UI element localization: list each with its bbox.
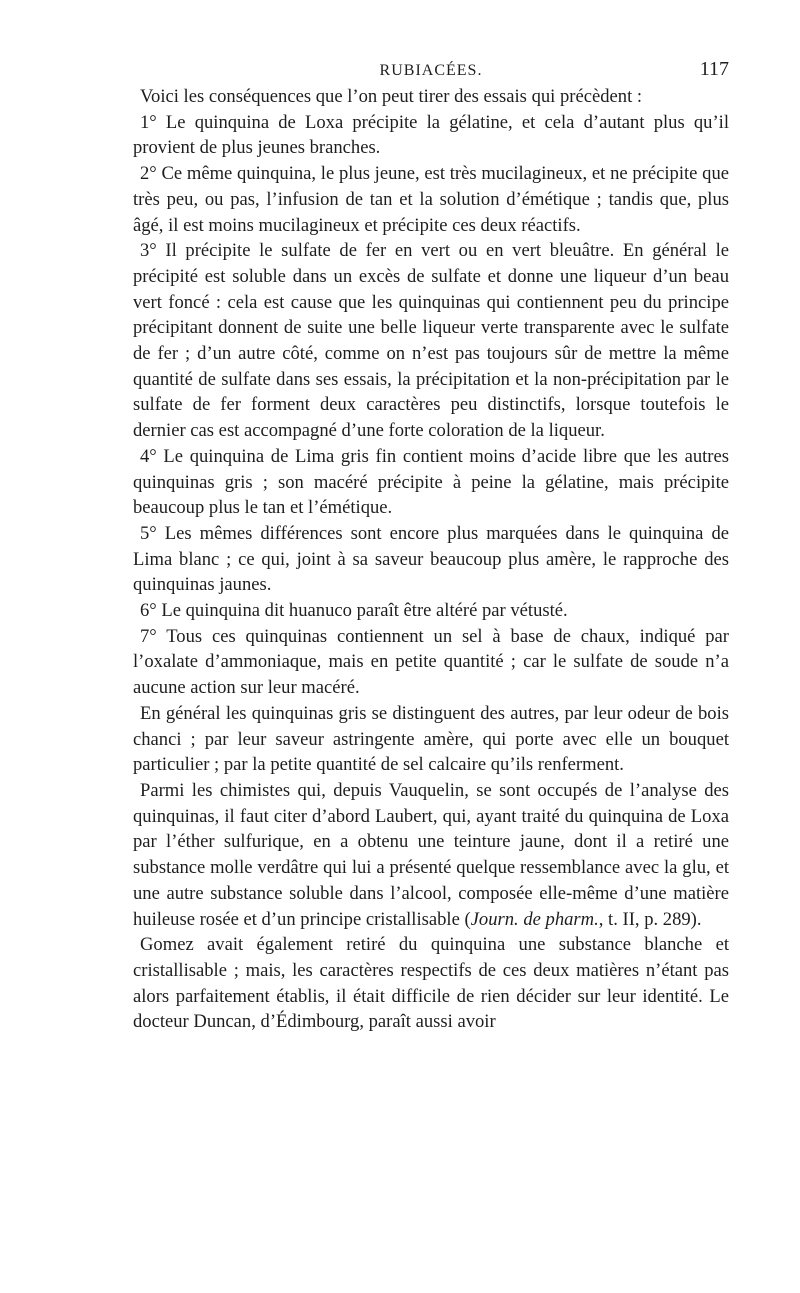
paragraph-point-4: 4° Le quinquina de Lima gris fin contient moins d’acide libre que les autres quinquinas gris ; son macéré précipite à peine la gélatine, mais précipite beaucoup plus le tan et l’émétique. [133, 445, 729, 519]
paragraph-point-5: 5° Les mêmes différences sont encore plus marquées dans le quinquina de Lima blanc ; ce qui, joint à sa saveur beaucoup plus amère, le rapproche des quinquinas jaunes. [133, 522, 729, 596]
running-header [133, 56, 729, 84]
paragraph-point-6: 6° Le quinquina dit huanuco paraît être altéré par vétusté. [140, 600, 568, 622]
page-number: 117 [699, 58, 729, 80]
paragraph-chimistes [133, 778, 729, 932]
citation-journal: Journ. de pharm. [470, 908, 599, 930]
running-title: RUBIACÉES. [379, 62, 483, 79]
paragraph-point-1: 1° Le quinquina de Loxa précipite la gélatine, et cela d’autant plus qu’il provient de plus jeunes branches. [133, 111, 729, 159]
book-page [133, 56, 729, 1035]
paragraph-point-7: 7° Tous ces quinquinas contiennent un sel à base de chaux, indiqué par l’oxalate d’ammoniaque, mais en petite quantité ; car le sulfate de soude n’a aucune action sur leur macéré. [133, 625, 729, 699]
paragraph-chimistes-text: Parmi les chimistes qui, depuis Vauquelin, se sont occupés de l’analyse des quinquinas, il faut citer d’abord Laubert, qui, ayant traité du quinquina de Loxa par l’éther sulfurique, en a obtenu une teinture jaune, dont il a retiré une substance molle verdâtre qui lui a présenté quelque ressemblance avec la glu, et une autre substance soluble dans l’alcool, composée elle-même d’une matière huileuse rosée et d’un principe cristallisable ( [133, 779, 729, 930]
paragraph-intro: Voici les conséquences que l’on peut tirer des essais qui précèdent : [140, 86, 643, 107]
paragraph-point-3: 3° Il précipite le sulfate de fer en vert ou en vert bleuâtre. En général le précipité est soluble dans un excès de sulfate et donne une liqueur d’un beau vert foncé : cela est cause que les quinquinas qui contiennent peu du principe précipitant donnent de suite une belle liqueur verte transparente avec le sulfate de fer ; d’un autre côté, comme on n’est pas toujours sûr de mettre la même quantité de sulfate dans ses essais, la précipitation et la non-précipitation par le sulfate de fer forment deux caractères peu distinctifs, lorsque toutefois le dernier cas est accompagné d’une forte coloration de la liqueur. [133, 240, 729, 442]
body-text [133, 84, 729, 1035]
paragraph-point-2: 2° Ce même quinquina, le plus jeune, est très mucilagineux, et ne précipite que très peu, ou pas, l’infusion de tan et la solution d’émétique ; tandis que, plus âgé, il est moins mucilagineux et précipite ces deux réactifs. [133, 163, 729, 236]
citation-reference: , t. II, p. 289). [598, 908, 702, 930]
paragraph-quinquinas-gris: En général les quinquinas gris se distinguent des autres, par leur odeur de bois chanci ; par leur saveur astringente amère, qui porte avec elle un bouquet particulier ; par la petite quantité de sel calcaire qu’ils renferment. [133, 702, 729, 776]
paragraph-gomez: Gomez avait également retiré du quinquina une substance blanche et cristallisable ; mais, les caractères respectifs de ces deux matières n’étant pas alors parfaitement établis, il était difficile de rien décider sur leur identité. Le docteur Duncan, d’Édimbourg, paraît aussi avoir [133, 934, 729, 1033]
